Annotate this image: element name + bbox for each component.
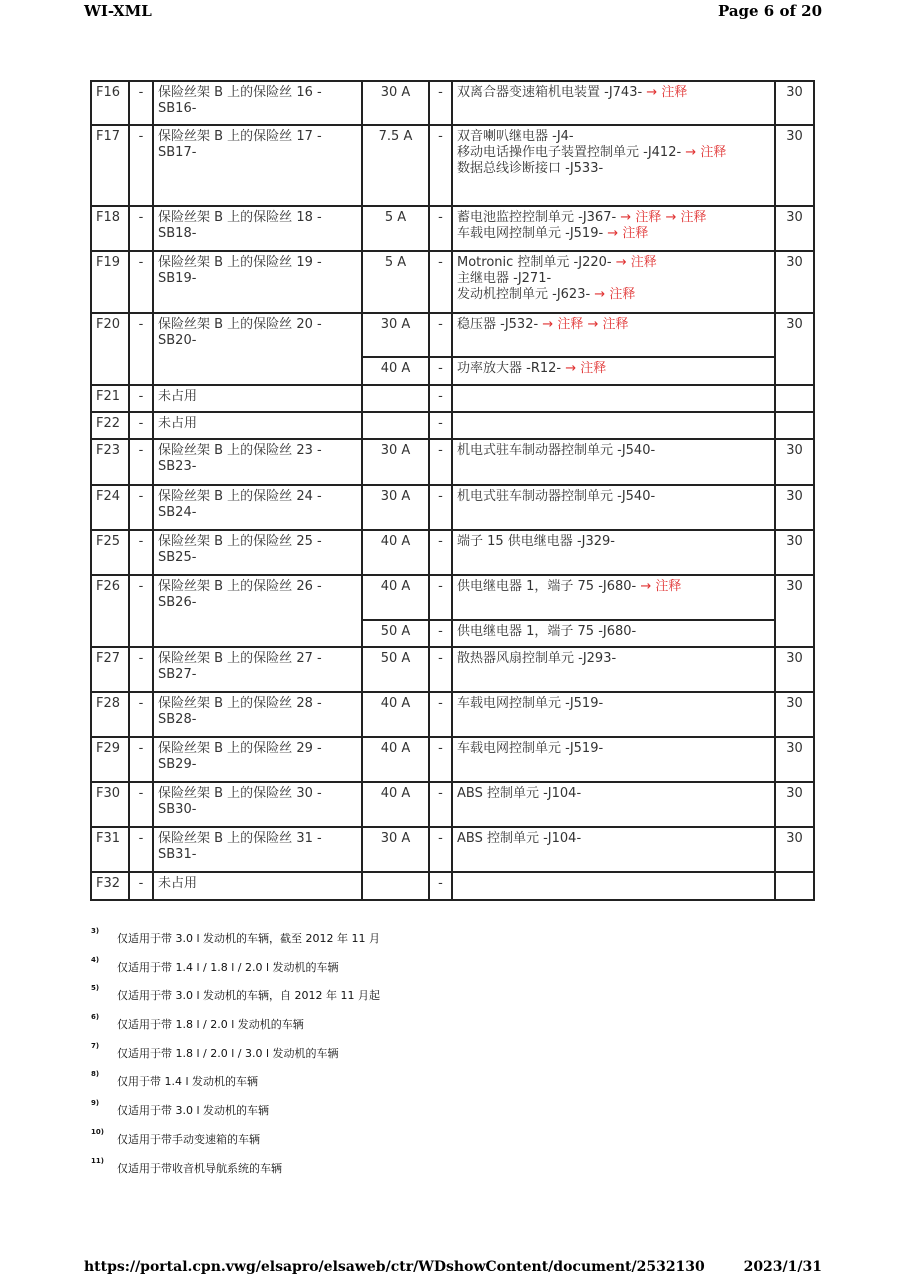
component-cell bbox=[452, 81, 775, 125]
dash-cell: - bbox=[429, 620, 452, 647]
fuse-location: 未占用 bbox=[153, 385, 362, 412]
terminal-number: 30 bbox=[775, 782, 814, 827]
dash-cell: - bbox=[129, 647, 153, 692]
table-row bbox=[91, 872, 814, 900]
dash-cell: - bbox=[129, 485, 153, 530]
dash-cell: - bbox=[429, 439, 452, 485]
dash-cell: - bbox=[129, 827, 153, 872]
note-link[interactable]: → 注释 bbox=[646, 85, 688, 100]
component-cell bbox=[452, 575, 775, 620]
component-cell: 车载电网控制单元 -J519- bbox=[452, 737, 775, 782]
component-cell: 散热器风扇控制单元 -J293- bbox=[452, 647, 775, 692]
fuse-rating: 30 A bbox=[362, 439, 429, 485]
note-link[interactable]: → 注释 bbox=[607, 226, 649, 241]
fuse-rating: 30 A bbox=[362, 485, 429, 530]
fuse-rating: 40 A bbox=[362, 782, 429, 827]
component-text: 稳压器 -J532- bbox=[457, 317, 543, 332]
dash-cell: - bbox=[129, 313, 153, 385]
fuse-rating bbox=[362, 385, 429, 412]
table-row bbox=[91, 692, 814, 737]
footnote-mark: 3) bbox=[91, 927, 100, 935]
component-text: 主继电器 -J271- bbox=[457, 271, 552, 286]
fuse-location: 保险丝架 B 上的保险丝 16 -SB16- bbox=[153, 81, 362, 125]
dash-cell: - bbox=[429, 81, 452, 125]
footnotes bbox=[90, 927, 790, 1188]
fuse-id: F19 bbox=[91, 251, 129, 313]
component-cell bbox=[452, 357, 775, 385]
fuse-id: F20 bbox=[91, 313, 129, 385]
fuse-rating: 40 A bbox=[362, 737, 429, 782]
table-row bbox=[91, 485, 814, 530]
dash-cell: - bbox=[129, 530, 153, 575]
header-doc-type: WI-XML bbox=[84, 2, 152, 20]
dash-cell: - bbox=[129, 692, 153, 737]
fuse-id: F22 bbox=[91, 412, 129, 439]
component-cell bbox=[452, 313, 775, 357]
fuse-location: 未占用 bbox=[153, 872, 362, 900]
note-link[interactable]: → 注释 bbox=[594, 287, 636, 302]
dash-cell: - bbox=[429, 692, 452, 737]
table-row bbox=[91, 782, 814, 827]
dash-cell: - bbox=[429, 385, 452, 412]
component-cell bbox=[452, 872, 775, 900]
fuse-id: F23 bbox=[91, 439, 129, 485]
terminal-number bbox=[775, 412, 814, 439]
fuse-location: 保险丝架 B 上的保险丝 26 -SB26- bbox=[153, 575, 362, 647]
terminal-number: 30 bbox=[775, 485, 814, 530]
component-cell: 端子 15 供电继电器 -J329- bbox=[452, 530, 775, 575]
footer-url[interactable]: https://portal.cpn.vwg/elsapro/elsaweb/ctr/WDshowContent/document/2532130 bbox=[84, 1259, 705, 1275]
dash-cell: - bbox=[429, 125, 452, 206]
dash-cell: - bbox=[429, 872, 452, 900]
component-cell bbox=[452, 412, 775, 439]
component-cell bbox=[452, 206, 775, 251]
footnote-text: 仅适用于带收音机导航系统的车辆 bbox=[117, 1161, 282, 1175]
dash-cell: - bbox=[429, 313, 452, 357]
fuse-id: F16 bbox=[91, 81, 129, 125]
fuse-id: F29 bbox=[91, 737, 129, 782]
terminal-number: 30 bbox=[775, 827, 814, 872]
fuse-location: 保险丝架 B 上的保险丝 28 -SB28- bbox=[153, 692, 362, 737]
footnote-text: 仅适用于带手动变速箱的车辆 bbox=[117, 1132, 260, 1146]
note-link[interactable]: → 注释 bbox=[685, 145, 727, 160]
footer-date: 2023/1/31 bbox=[743, 1259, 822, 1275]
fuse-location: 保险丝架 B 上的保险丝 19 -SB19- bbox=[153, 251, 362, 313]
fuse-rating: 40 A bbox=[362, 575, 429, 620]
fuse-id: F27 bbox=[91, 647, 129, 692]
table-row bbox=[91, 385, 814, 412]
fuse-rating: 40 A bbox=[362, 530, 429, 575]
note-link[interactable]: → 注释 bbox=[640, 579, 682, 594]
table-row bbox=[91, 412, 814, 439]
table-row bbox=[91, 575, 814, 620]
fuse-rating: 30 A bbox=[362, 313, 429, 357]
terminal-number: 30 bbox=[775, 575, 814, 647]
footnote-mark: 7) bbox=[91, 1041, 100, 1050]
dash-cell: - bbox=[129, 737, 153, 782]
dash-cell: - bbox=[129, 385, 153, 412]
footnote bbox=[90, 1099, 790, 1131]
fuse-id: F30 bbox=[91, 782, 129, 827]
footnote-text: 仅适用于带 3.0 l 发动机的车辆 bbox=[117, 1104, 270, 1118]
terminal-number: 30 bbox=[775, 737, 814, 782]
dash-cell: - bbox=[129, 575, 153, 647]
table-row bbox=[91, 206, 814, 251]
fuse-rating: 50 A bbox=[362, 620, 429, 647]
note-link[interactable]: → 注释 bbox=[665, 210, 707, 225]
note-link[interactable]: → 注释 bbox=[565, 361, 607, 376]
footnote-mark: 6) bbox=[91, 1013, 100, 1022]
component-cell: ABS 控制单元 -J104- bbox=[452, 827, 775, 872]
fuse-id: F18 bbox=[91, 206, 129, 251]
dash-cell: - bbox=[429, 782, 452, 827]
terminal-number: 30 bbox=[775, 125, 814, 206]
table-row bbox=[91, 530, 814, 575]
dash-cell: - bbox=[129, 81, 153, 125]
table-row bbox=[91, 125, 814, 206]
footnote-text: 仅适用于带 1.8 l / 2.0 l 发动机的车辆 bbox=[117, 1018, 304, 1032]
component-text: 发动机控制单元 -J623- bbox=[457, 287, 595, 302]
fuse-location: 保险丝架 B 上的保险丝 30 -SB30- bbox=[153, 782, 362, 827]
footnote bbox=[90, 1127, 790, 1160]
terminal-number: 30 bbox=[775, 206, 814, 251]
footnote-mark: 10) bbox=[91, 1127, 104, 1136]
component-text: 供电继电器 1，端子 75 -J680- bbox=[457, 579, 641, 594]
component-cell bbox=[452, 385, 775, 412]
terminal-number: 30 bbox=[775, 692, 814, 737]
terminal-number bbox=[775, 385, 814, 412]
dash-cell: - bbox=[129, 439, 153, 485]
fuse-id: F26 bbox=[91, 575, 129, 647]
component-text: 移动电话操作电子装置控制单元 -J412- bbox=[457, 145, 686, 160]
fuse-id: F21 bbox=[91, 385, 129, 412]
fuse-rating: 40 A bbox=[362, 692, 429, 737]
component-cell: 供电继电器 1，端子 75 -J680- bbox=[452, 620, 775, 647]
dash-cell: - bbox=[129, 206, 153, 251]
terminal-number: 30 bbox=[775, 647, 814, 692]
fuse-rating: 7.5 A bbox=[362, 125, 429, 206]
dash-cell: - bbox=[429, 412, 452, 439]
component-text: 功率放大器 -R12- bbox=[457, 361, 566, 376]
fuse-rating: 30 A bbox=[362, 827, 429, 872]
component-cell: 车载电网控制单元 -J519- bbox=[452, 692, 775, 737]
table-row bbox=[91, 827, 814, 872]
note-link[interactable]: → 注释 bbox=[542, 317, 584, 332]
footnote-mark: 9) bbox=[91, 1099, 100, 1108]
terminal-number: 30 bbox=[775, 251, 814, 313]
fuse-id: F25 bbox=[91, 530, 129, 575]
fuse-id: F17 bbox=[91, 125, 129, 206]
footnote bbox=[90, 1041, 790, 1074]
footnote-text: 仅适用于带 3.0 l 发动机的车辆，截至 2012 年 11 月 bbox=[117, 932, 381, 945]
dash-cell: - bbox=[429, 251, 452, 313]
note-link[interactable]: → 注释 bbox=[587, 317, 629, 332]
dash-cell: - bbox=[429, 737, 452, 782]
footnote-mark: 4) bbox=[91, 955, 100, 964]
fuse-location: 保险丝架 B 上的保险丝 20 -SB20- bbox=[153, 313, 362, 385]
component-text: 车载电网控制单元 -J519- bbox=[457, 226, 608, 241]
fuse-id: F28 bbox=[91, 692, 129, 737]
table-row bbox=[91, 647, 814, 692]
footnote-text: 仅用于带 1.4 l 发动机的车辆 bbox=[117, 1075, 259, 1089]
footnote-mark: 11) bbox=[91, 1156, 104, 1165]
dash-cell: - bbox=[429, 575, 452, 620]
dash-cell: - bbox=[429, 647, 452, 692]
component-cell: ABS 控制单元 -J104- bbox=[452, 782, 775, 827]
fuse-rating: 40 A bbox=[362, 357, 429, 385]
fuse-rating bbox=[362, 872, 429, 900]
footnote-text: 仅适用于带 1.4 l / 1.8 l / 2.0 l 发动机的车辆 bbox=[117, 960, 339, 974]
table-row bbox=[91, 313, 814, 357]
fuse-location: 保险丝架 B 上的保险丝 17 -SB17- bbox=[153, 125, 362, 206]
component-text: 数据总线诊断接口 -J533- bbox=[457, 161, 604, 176]
component-cell bbox=[452, 251, 775, 313]
dash-cell: - bbox=[429, 827, 452, 872]
component-text: Motronic 控制单元 -J220- bbox=[457, 255, 616, 270]
footnote bbox=[90, 984, 790, 1016]
fuse-rating: 50 A bbox=[362, 647, 429, 692]
fuse-location: 保险丝架 B 上的保险丝 27 -SB27- bbox=[153, 647, 362, 692]
terminal-number: 30 bbox=[775, 439, 814, 485]
fuse-rating bbox=[362, 412, 429, 439]
header-page-number: Page 6 of 20 bbox=[717, 2, 822, 20]
dash-cell: - bbox=[129, 125, 153, 206]
dash-cell: - bbox=[429, 485, 452, 530]
fuse-location: 保险丝架 B 上的保险丝 23 -SB23- bbox=[153, 439, 362, 485]
component-text: 蓄电池监控控制单元 -J367- bbox=[457, 210, 621, 225]
fuse-id: F31 bbox=[91, 827, 129, 872]
footnote-mark: 5) bbox=[91, 984, 100, 993]
fuse-location: 保险丝架 B 上的保险丝 29 -SB29- bbox=[153, 737, 362, 782]
table-row bbox=[91, 251, 814, 313]
dash-cell: - bbox=[129, 872, 153, 900]
fuse-rating: 30 A bbox=[362, 81, 429, 125]
dash-cell: - bbox=[129, 782, 153, 827]
footnote-text: 仅适用于带 3.0 l 发动机的车辆，自 2012 年 11 月起 bbox=[117, 989, 381, 1003]
fuse-rating: 5 A bbox=[362, 251, 429, 313]
terminal-number: 30 bbox=[775, 530, 814, 575]
component-text: 双音喇叭继电器 -J4- bbox=[457, 129, 574, 144]
note-link[interactable]: → 注释 bbox=[620, 210, 662, 225]
table-row bbox=[91, 81, 814, 125]
fuse-rating: 5 A bbox=[362, 206, 429, 251]
footnote bbox=[90, 927, 790, 959]
dash-cell: - bbox=[429, 530, 452, 575]
table-row bbox=[91, 737, 814, 782]
terminal-number: 30 bbox=[775, 313, 814, 385]
dash-cell: - bbox=[429, 357, 452, 385]
fuse-location: 未占用 bbox=[153, 412, 362, 439]
fuse-location: 保险丝架 B 上的保险丝 18 -SB18- bbox=[153, 206, 362, 251]
component-cell: 机电式驻车制动器控制单元 -J540- bbox=[452, 439, 775, 485]
dash-cell: - bbox=[129, 412, 153, 439]
fuse-location: 保险丝架 B 上的保险丝 24 -SB24- bbox=[153, 485, 362, 530]
terminal-number: 30 bbox=[775, 81, 814, 125]
footnote bbox=[90, 955, 790, 988]
terminal-number bbox=[775, 872, 814, 900]
dash-cell: - bbox=[129, 251, 153, 313]
fuse-location: 保险丝架 B 上的保险丝 25 -SB25- bbox=[153, 530, 362, 575]
footnote-text: 仅适用于带 1.8 l / 2.0 l / 3.0 l 发动机的车辆 bbox=[117, 1046, 339, 1060]
footnote-mark: 8) bbox=[91, 1070, 100, 1079]
component-cell: 机电式驻车制动器控制单元 -J540- bbox=[452, 485, 775, 530]
table-row bbox=[91, 439, 814, 485]
fuse-id: F24 bbox=[91, 485, 129, 530]
footnote bbox=[90, 1070, 790, 1102]
footnote bbox=[90, 1013, 790, 1045]
note-link[interactable]: → 注释 bbox=[615, 255, 657, 270]
fuse-id: F32 bbox=[91, 872, 129, 900]
dash-cell: - bbox=[429, 206, 452, 251]
component-text: 双离合器变速箱机电装置 -J743- bbox=[457, 85, 647, 100]
fuse-table bbox=[90, 80, 815, 901]
component-cell bbox=[452, 125, 775, 206]
fuse-location: 保险丝架 B 上的保险丝 31 -SB31- bbox=[153, 827, 362, 872]
footnote bbox=[90, 1156, 790, 1189]
